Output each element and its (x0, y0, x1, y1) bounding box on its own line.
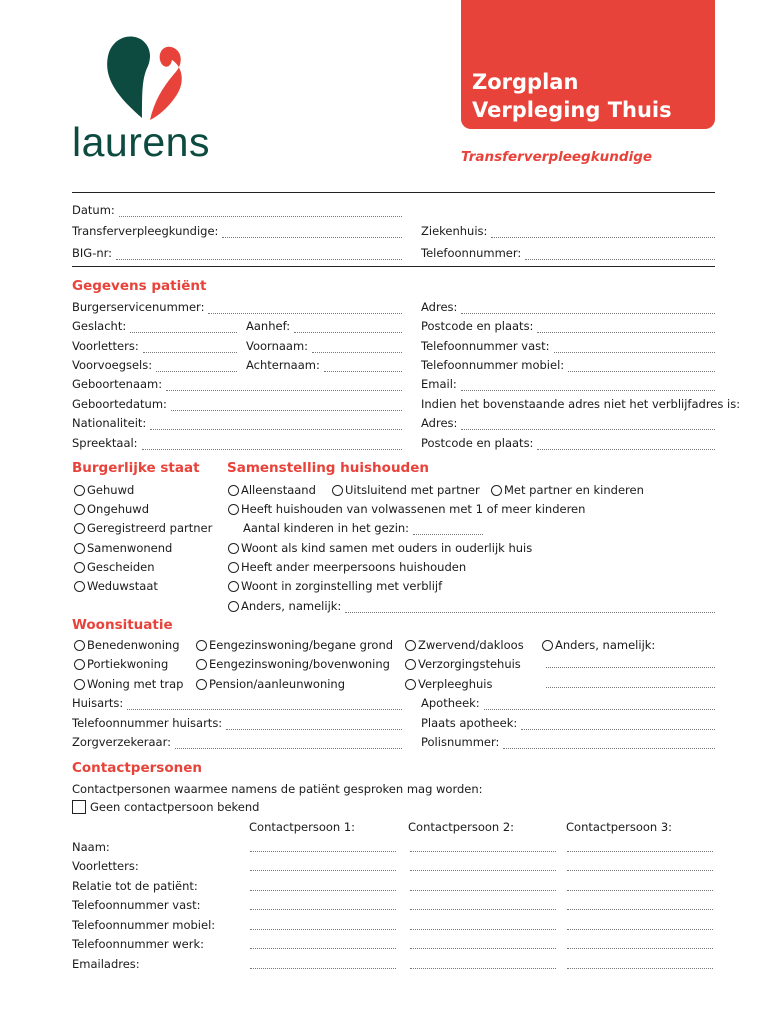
radio-icon (228, 543, 239, 554)
option-label: Samenwonend (87, 541, 173, 555)
voorvoegsels-label: Voorvoegsels: (72, 358, 153, 372)
contact-entry-line[interactable] (250, 948, 396, 949)
contact-row-email: Emailadres: (72, 957, 140, 971)
spreektaal-field[interactable] (72, 436, 402, 450)
zorgverzekeraar-field[interactable] (72, 735, 402, 749)
aantal-kinderen-label: Aantal kinderen in het gezin: (243, 521, 410, 535)
option-label: Heeft ander meerpersoons huishouden (241, 560, 467, 574)
option-weduwstaat[interactable] (74, 579, 158, 593)
geslacht-label: Geslacht: (72, 319, 127, 333)
email-field[interactable] (421, 377, 715, 391)
contact-entry-line[interactable] (250, 909, 396, 910)
huisarts-field[interactable] (72, 696, 402, 710)
huishouden-heading: Samenstelling huishouden (227, 460, 429, 476)
geen-contactpersoon-label: Geen contactpersoon bekend (90, 800, 260, 814)
adres2-label: Adres: (421, 416, 458, 430)
contact-entry-line[interactable] (567, 870, 713, 871)
ziekenhuis-label: Ziekenhuis: (421, 224, 488, 238)
geboortenaam-field[interactable] (72, 377, 402, 391)
title-banner (461, 0, 715, 129)
option-label: Ongehuwd (87, 502, 149, 516)
big-label: BIG-nr: (72, 246, 113, 260)
aantal-kinderen-field[interactable] (243, 521, 483, 535)
tel-mobiel-field[interactable] (421, 358, 715, 372)
voorletters-field[interactable] (72, 339, 237, 353)
voornaam-label: Voornaam: (246, 339, 309, 353)
contact-entry-line[interactable] (567, 851, 713, 852)
top-rule (72, 192, 715, 193)
option-label: Uitsluitend met partner (345, 483, 480, 497)
contact-entry-line[interactable] (410, 870, 556, 871)
nationaliteit-label: Nationaliteit: (72, 416, 147, 430)
option-label: Anders, namelijk: (241, 599, 342, 613)
contact-entry-line[interactable] (410, 890, 556, 891)
email-label: Email: (421, 377, 457, 391)
contact-entry-line[interactable] (567, 929, 713, 930)
document-title (472, 68, 672, 124)
polisnummer-label: Polisnummer: (421, 735, 500, 749)
option-ongehuwd[interactable] (74, 502, 149, 516)
geboortedatum-field[interactable] (72, 397, 402, 411)
telefoon-field[interactable] (421, 246, 715, 260)
plaats-apotheek-field[interactable] (421, 716, 715, 730)
mid-rule (72, 266, 715, 267)
contact-heading: Contactpersonen (72, 760, 202, 776)
option-portiekwoning[interactable] (74, 657, 168, 671)
radio-icon (542, 640, 553, 651)
radio-icon (228, 562, 239, 573)
option-label: Benedenwoning (87, 638, 180, 652)
nationaliteit-field[interactable] (72, 416, 402, 430)
contact-entry-line[interactable] (410, 909, 556, 910)
contact-row-tel-mobiel: Telefoonnummer mobiel: (72, 918, 216, 932)
laurens-logo (72, 30, 232, 170)
anders-woonsituatie-line-2[interactable] (546, 687, 715, 688)
apotheek-label: Apotheek: (421, 696, 480, 710)
adres2-field[interactable] (421, 416, 715, 430)
adres-label: Adres: (421, 300, 458, 314)
verblijfadres-note: Indien het bovenstaande adres niet het verblijfadres is: (421, 397, 741, 411)
tel-mobiel-label: Telefoonnummer mobiel: (421, 358, 565, 372)
contact-row-voorletters: Voorletters: (72, 859, 139, 873)
voorvoegsels-field[interactable] (72, 358, 237, 372)
geen-contactpersoon-checkbox[interactable] (72, 800, 259, 814)
contact-column-2: Contactpersoon 2: (408, 820, 515, 834)
radio-icon (74, 562, 85, 573)
contact-entry-line[interactable] (410, 948, 556, 949)
option-meerpersoons[interactable] (228, 560, 466, 574)
big-field[interactable] (72, 246, 402, 260)
option-geregistreerd-partner[interactable] (74, 521, 212, 535)
radio-icon (74, 485, 85, 496)
radio-icon (228, 504, 239, 515)
option-label: Verpleeghuis (418, 677, 493, 691)
adres-field[interactable] (421, 300, 715, 314)
radio-icon (491, 485, 502, 496)
radio-icon (74, 543, 85, 554)
contact-row-relatie: Relatie tot de patiënt: (72, 879, 198, 893)
geboortedatum-label: Geboortedatum: (72, 397, 167, 411)
tel-vast-label: Telefoonnummer vast: (421, 339, 550, 353)
tel-huisarts-label: Telefoonnummer huisarts: (72, 716, 223, 730)
option-gescheiden[interactable] (74, 560, 155, 574)
option-label: Gescheiden (87, 560, 155, 574)
aanhef-field[interactable] (246, 319, 402, 333)
option-eengezins-begane-grond[interactable] (196, 638, 393, 652)
title-line-2: Verpleging Thuis (472, 98, 672, 122)
contact-entry-line[interactable] (410, 851, 556, 852)
apotheek-field[interactable] (421, 696, 715, 710)
datum-field[interactable] (72, 203, 402, 217)
ziekenhuis-field[interactable] (421, 224, 715, 238)
transferverpleegkundige-field[interactable] (72, 224, 402, 238)
title-line-1: Zorgplan (472, 70, 579, 94)
contact-column-1: Contactpersoon 1: (249, 820, 356, 834)
radio-icon (228, 581, 239, 592)
radio-icon (74, 679, 85, 690)
burgerlijke-staat-heading: Burgerlijke staat (72, 460, 200, 476)
contact-entry-line[interactable] (567, 948, 713, 949)
option-label: Woning met trap (87, 677, 184, 691)
radio-icon (74, 504, 85, 515)
radio-icon (196, 640, 207, 651)
option-anders-woonsituatie[interactable] (542, 638, 655, 652)
option-zorginstelling[interactable] (228, 579, 442, 593)
radio-icon (74, 640, 85, 651)
option-label: Woont in zorginstelling met verblijf (241, 579, 443, 593)
option-verpleeghuis[interactable] (405, 677, 493, 691)
option-label: Pension/aanleunwoning (209, 677, 346, 691)
anders-woonsituatie-line-1[interactable] (546, 667, 715, 668)
postcode-label: Postcode en plaats: (421, 319, 534, 333)
option-pension-aanleunwoning[interactable] (196, 677, 345, 691)
option-kind-ouders[interactable] (228, 541, 532, 555)
plaats-apotheek-label: Plaats apotheek: (421, 716, 518, 730)
option-label: Met partner en kinderen (504, 483, 644, 497)
patient-heading: Gegevens patiënt (72, 278, 207, 294)
polisnummer-field[interactable] (421, 735, 715, 749)
radio-icon (74, 581, 85, 592)
contact-row-tel-werk: Telefoonnummer werk: (72, 937, 205, 951)
datum-label: Datum: (72, 203, 115, 217)
option-label: Anders, namelijk: (555, 638, 656, 652)
option-label: Weduwstaat (87, 579, 158, 593)
radio-icon (405, 640, 416, 651)
option-label: Eengezinswoning/begane grond (209, 638, 394, 652)
postcode2-label: Postcode en plaats: (421, 436, 534, 450)
contact-entry-line[interactable] (410, 968, 556, 969)
option-label: Gehuwd (87, 483, 135, 497)
contact-entry-line[interactable] (567, 890, 713, 891)
voorletters-label: Voorletters: (72, 339, 139, 353)
geboortenaam-label: Geboortenaam: (72, 377, 163, 391)
option-alleenstaand[interactable] (228, 483, 316, 497)
option-anders-huishouden[interactable] (228, 599, 715, 613)
contact-intro: Contactpersonen waarmee namens de patiënt gesproken mag worden: (72, 782, 483, 796)
aanhef-label: Aanhef: (246, 319, 291, 333)
option-eengezins-bovenwoning[interactable] (196, 657, 390, 671)
radio-icon (405, 659, 416, 670)
option-samenwonend[interactable] (74, 541, 172, 555)
radio-icon (74, 523, 85, 534)
contact-entry-line[interactable] (567, 909, 713, 910)
radio-icon (196, 659, 207, 670)
option-label: Eengezinswoning/bovenwoning (209, 657, 390, 671)
achternaam-field[interactable] (246, 358, 402, 372)
radio-icon (74, 659, 85, 670)
option-volwassenen-kinderen[interactable] (228, 502, 585, 516)
radio-icon (228, 485, 239, 496)
option-label: Portiekwoning (87, 657, 169, 671)
postcode-field[interactable] (421, 319, 715, 333)
radio-icon (332, 485, 343, 496)
huisarts-label: Huisarts: (72, 696, 124, 710)
document-subtitle: Transferverpleegkundige (461, 149, 653, 165)
option-label: Geregistreerd partner (87, 521, 213, 535)
option-label: Woont als kind samen met ouders in ouderlijk huis (241, 541, 533, 555)
tel-vast-field[interactable] (421, 339, 715, 353)
option-verzorgingstehuis[interactable] (405, 657, 521, 671)
option-label: Heeft huishouden van volwassenen met 1 of meer kinderen (241, 502, 586, 516)
contact-row-tel-vast: Telefoonnummer vast: (72, 898, 201, 912)
option-uitsluitend-partner[interactable] (332, 483, 480, 497)
contact-entry-line[interactable] (410, 929, 556, 930)
option-partner-kinderen[interactable] (491, 483, 644, 497)
contact-entry-line[interactable] (250, 890, 396, 891)
geslacht-field[interactable] (72, 319, 237, 333)
option-label: Zwervend/dakloos (418, 638, 524, 652)
option-benedenwoning[interactable] (74, 638, 180, 652)
zorgverzekeraar-label: Zorgverzekeraar: (72, 735, 172, 749)
tel-huisarts-field[interactable] (72, 716, 402, 730)
radio-icon (196, 679, 207, 690)
radio-icon (405, 679, 416, 690)
bsn-field[interactable] (72, 300, 402, 314)
bsn-label: Burgerservicenummer: (72, 300, 205, 314)
contact-entry-line[interactable] (250, 870, 396, 871)
logo-wordmark: laurens (72, 119, 210, 165)
postcode2-field[interactable] (421, 436, 715, 450)
contact-entry-line[interactable] (250, 851, 396, 852)
voornaam-field[interactable] (246, 339, 402, 353)
option-zwervend-dakloos[interactable] (405, 638, 524, 652)
contact-entry-line[interactable] (567, 968, 713, 969)
woonsituatie-heading: Woonsituatie (72, 617, 173, 633)
option-gehuwd[interactable] (74, 483, 134, 497)
contact-entry-line[interactable] (250, 929, 396, 930)
option-label: Verzorgingstehuis (418, 657, 521, 671)
option-woning-met-trap[interactable] (74, 677, 184, 691)
contact-column-3: Contactpersoon 3: (566, 820, 673, 834)
contact-entry-line[interactable] (250, 968, 396, 969)
option-label: Alleenstaand (241, 483, 316, 497)
contact-row-naam: Naam: (72, 840, 110, 854)
transferverpleegkundige-label: Transferverpleegkundige: (72, 224, 219, 238)
checkbox-icon (72, 800, 86, 814)
radio-icon (228, 601, 239, 612)
telefoon-label: Telefoonnummer: (421, 246, 522, 260)
heart-logo-icon (102, 30, 222, 125)
achternaam-label: Achternaam: (246, 358, 320, 372)
spreektaal-label: Spreektaal: (72, 436, 138, 450)
